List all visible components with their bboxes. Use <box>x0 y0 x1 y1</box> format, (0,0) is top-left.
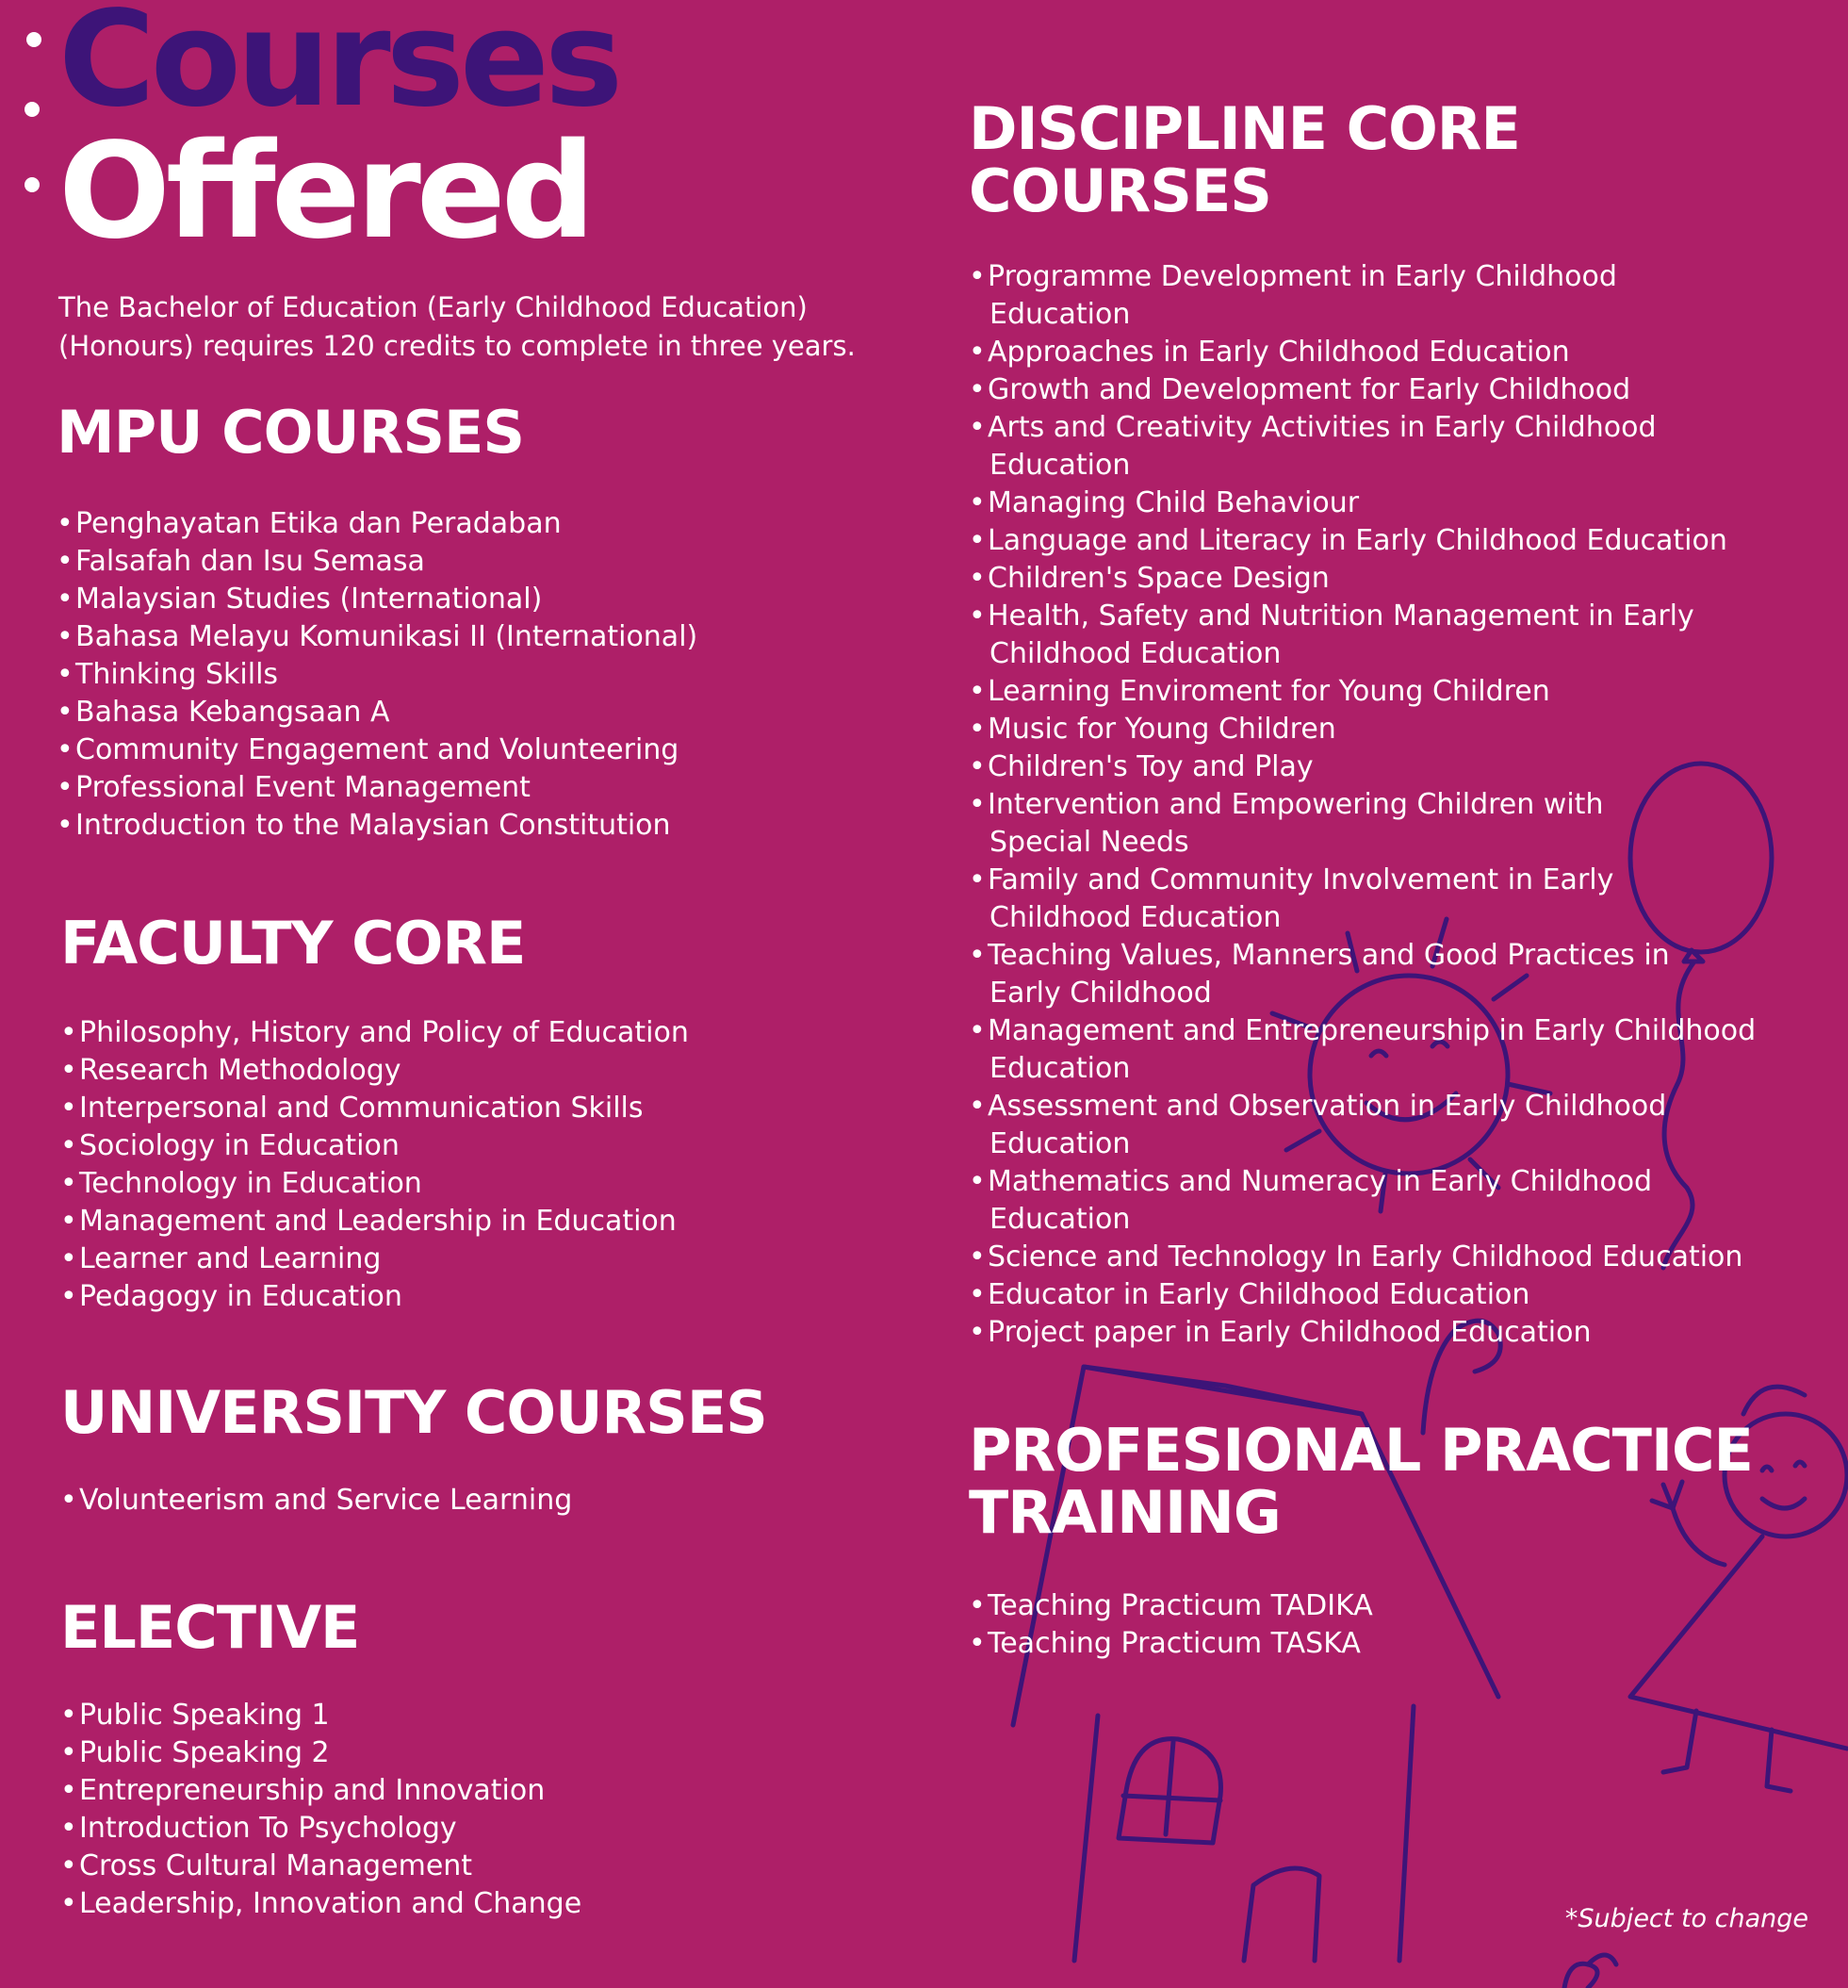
list-item: • Volunteerism and Service Learning <box>60 1482 767 1520</box>
list-item: • Learner and Learning <box>60 1240 689 1278</box>
section-heading <box>969 94 1756 225</box>
list-item: • Language and Literacy in Early Childhood Education <box>969 522 1756 560</box>
list-item: • Growth and Development for Early Childhood <box>969 371 1756 409</box>
title-line-courses: Courses <box>58 0 619 137</box>
section-heading: FACULTY CORE <box>60 909 526 978</box>
intro-line: The Bachelor of Education (Early Childhood Education) <box>58 291 808 323</box>
list-item: • Family and Community Involvement in Early <box>969 862 1756 899</box>
list-item: • Research Methodology <box>60 1052 689 1090</box>
list-item: • Mathematics and Numeracy in Early Childhood <box>969 1163 1756 1201</box>
list-item: • Public Speaking 1 <box>60 1697 581 1734</box>
section-heading: ELECTIVE <box>60 1593 360 1662</box>
list-item: • Learning Enviroment for Young Children <box>969 673 1756 711</box>
list-item: • Arts and Creativity Activities in Early Childhood <box>969 409 1756 447</box>
list-item-continuation: Childhood Education <box>989 637 1282 670</box>
list-item: • Thinking Skills <box>57 656 697 694</box>
section-heading: UNIVERSITY COURSES <box>60 1378 767 1447</box>
list-item: • Malaysian Studies (International) <box>57 581 697 618</box>
list-item: • Entrepreneurship and Innovation <box>60 1772 581 1810</box>
list-item: • Educator in Early Childhood Education <box>969 1276 1756 1314</box>
list-item: • Cross Cultural Management <box>60 1848 581 1885</box>
bullet-dot-decoration <box>26 32 41 47</box>
course-list <box>60 1697 581 1923</box>
section-heading: MPU COURSES <box>57 398 525 467</box>
list-item-continuation: Education <box>989 1127 1131 1160</box>
heading-line: COURSES <box>969 156 1271 225</box>
list-item-continuation: Education <box>989 1052 1131 1085</box>
list-item: • Pedagogy in Education <box>60 1278 689 1316</box>
list-item: • Introduction To Psychology <box>60 1810 581 1848</box>
course-list <box>969 258 1756 1352</box>
intro-line: (Honours) requires 120 credits to complete in three years. <box>58 330 856 362</box>
flower-doodle-icon <box>1564 1955 1616 1988</box>
list-item: • Philosophy, History and Policy of Education <box>60 1014 689 1052</box>
list-item: • Technology in Education <box>60 1165 689 1203</box>
list-item: • Teaching Practicum TADIKA <box>969 1587 1753 1625</box>
course-list <box>60 1482 767 1520</box>
list-item: • Music for Young Children <box>969 711 1756 748</box>
list-item: • Bahasa Kebangsaan A <box>57 694 697 731</box>
list-item-continuation: Early Childhood <box>989 977 1212 1010</box>
list-item: • Bahasa Melayu Komunikasi II (International) <box>57 618 697 656</box>
list-item: • Teaching Values, Manners and Good Practices in <box>969 937 1756 975</box>
list-item: • Interpersonal and Communication Skills <box>60 1090 689 1127</box>
course-list <box>969 1587 1753 1663</box>
list-item-continuation: Special Needs <box>989 826 1189 859</box>
section-heading <box>969 1416 1753 1547</box>
list-item: • Assessment and Observation in Early Childhood <box>969 1088 1756 1125</box>
list-item-continuation: Education <box>989 298 1131 331</box>
bullet-dot-decoration <box>25 102 40 117</box>
list-item: • Public Speaking 2 <box>60 1734 581 1772</box>
list-item-continuation: Education <box>989 449 1131 482</box>
list-item: • Sociology in Education <box>60 1127 689 1165</box>
university-courses-section <box>60 1378 767 1520</box>
list-item: • Management and Entrepreneurship in Early Childhood <box>969 1012 1756 1050</box>
list-item: • Health, Safety and Nutrition Management in Early <box>969 598 1756 635</box>
list-item: • Falsafah dan Isu Semasa <box>57 543 697 581</box>
list-item: • Managing Child Behaviour <box>969 485 1756 522</box>
list-item: • Community Engagement and Volunteering <box>57 731 697 769</box>
list-item: • Penghayatan Etika dan Peradaban <box>57 505 697 543</box>
course-list <box>60 1014 689 1316</box>
mpu-courses-section <box>57 398 698 845</box>
faculty-core-section <box>60 909 689 1316</box>
heading-line: DISCIPLINE CORE <box>969 94 1520 163</box>
practice-training-section <box>969 1416 1753 1663</box>
list-item: • Intervention and Empowering Children with <box>969 786 1756 824</box>
list-item: • Project paper in Early Childhood Education <box>969 1314 1756 1352</box>
list-item-continuation: Childhood Education <box>989 901 1282 934</box>
list-item: • Teaching Practicum TASKA <box>969 1625 1753 1663</box>
course-list <box>57 505 697 845</box>
list-item: • Management and Leadership in Education <box>60 1203 689 1240</box>
list-item: • Leadership, Innovation and Change <box>60 1885 581 1923</box>
intro-paragraph <box>58 288 944 366</box>
bullet-dot-decoration <box>25 177 40 192</box>
heading-line: PROFESIONAL PRACTICE <box>969 1416 1753 1485</box>
list-item: • Children's Space Design <box>969 560 1756 598</box>
heading-line: TRAINING <box>969 1478 1281 1547</box>
discipline-core-section <box>969 94 1757 1352</box>
title-line-offered: Offered <box>58 115 591 269</box>
list-item: • Professional Event Management <box>57 769 697 807</box>
footnote: *Subject to change <box>1564 1904 1808 1933</box>
list-item: • Programme Development in Early Childhood <box>969 258 1756 296</box>
list-item-continuation: Education <box>989 1203 1131 1236</box>
list-item: • Children's Toy and Play <box>969 748 1756 786</box>
elective-section <box>60 1593 582 1923</box>
list-item: • Approaches in Early Childhood Education <box>969 334 1756 371</box>
list-item: • Science and Technology In Early Childhood Education <box>969 1239 1756 1276</box>
list-item: • Introduction to the Malaysian Constitution <box>57 807 697 845</box>
